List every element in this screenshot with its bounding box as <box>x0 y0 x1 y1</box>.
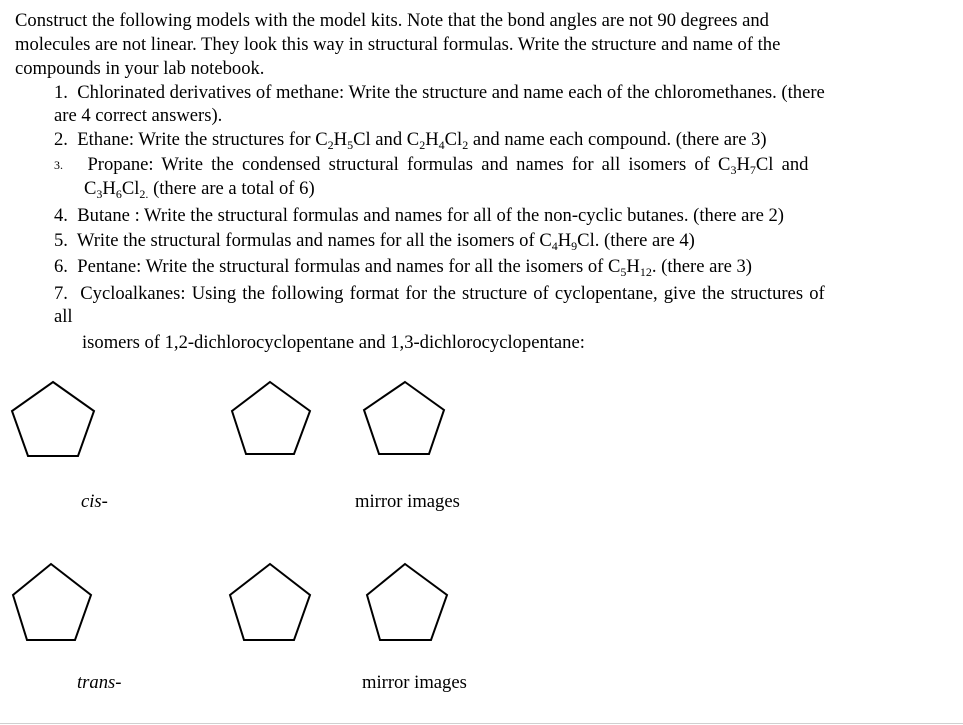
list-item-3 <box>54 154 808 176</box>
page-divider <box>0 723 963 724</box>
subscript: 2 <box>327 138 334 152</box>
list-item-7-isomers-line: isomers of 1,2-dichlorocyclopentane and 1,3-dichlorocyclopentane: <box>82 332 585 353</box>
item-number: 5. <box>54 230 68 251</box>
subscript: 9 <box>571 239 578 253</box>
cyclopentane-pentagon-mirror-bottom-right <box>365 562 449 642</box>
intro-line-2: molecules are not linear. They look this way in structural formulas. Write the structure and name of the <box>15 34 781 55</box>
item-number: 3. <box>54 158 63 172</box>
subscript: 5 <box>347 138 354 152</box>
cyclopentane-pentagon-mirror-top-right <box>362 380 446 456</box>
cis-label: cis- <box>81 491 108 512</box>
subscript: 2. <box>139 187 149 201</box>
cyclopentane-pentagon-trans <box>11 562 93 642</box>
item-text: Cl <box>444 129 463 150</box>
item-text: H <box>626 256 640 277</box>
list-item-1 <box>54 82 825 104</box>
list-item-5 <box>54 230 695 252</box>
item-text: H <box>333 129 348 150</box>
subscript: 4 <box>438 138 445 152</box>
intro-line-3: compounds in your lab notebook. <box>15 58 265 79</box>
item-text: Cl. (there are 4) <box>577 230 695 251</box>
item-text: H <box>102 178 116 199</box>
subscript: 6 <box>115 187 122 201</box>
cyclopentane-pentagon-cis <box>10 380 96 458</box>
item-text: Chlorinated derivatives of methane: Write the structure and name each of the chloromethanes. (there <box>77 82 825 103</box>
subscript: 12 <box>639 265 652 279</box>
subscript: 4 <box>551 239 558 253</box>
trans-label: trans- <box>77 672 122 693</box>
item-number: 1. <box>54 82 68 103</box>
list-item-7 <box>54 283 825 305</box>
list-item-7-continuation: all <box>54 306 73 327</box>
item-text: Write the structural formulas and names for all the isomers of C <box>76 230 552 251</box>
mirror-images-label-bottom: mirror images <box>362 672 467 693</box>
item-text: Cycloalkanes: Using the following format for the structure of cyclopentane, give the structures of <box>80 283 825 304</box>
list-item-2 <box>54 129 767 151</box>
subscript: 7 <box>749 163 756 177</box>
intro-line-1: Construct the following models with the model kits. Note that the bond angles are not 90 degrees and <box>15 10 769 31</box>
item-text: Butane : Write the structural formulas and names for all of the non-cyclic butanes. (there are 2) <box>77 205 785 226</box>
subscript: 3 <box>730 163 737 177</box>
subscript: 5 <box>620 265 627 279</box>
item-text: Propane: Write the condensed structural formulas and names for all isomers of C <box>87 154 731 175</box>
item-number: 6. <box>54 256 68 277</box>
subscript: 2 <box>462 138 469 152</box>
item-text: Cl and C <box>353 129 420 150</box>
mirror-images-label-top: mirror images <box>355 491 460 512</box>
item-text: Pentane: Write the structural formulas and names for all the isomers of C <box>77 256 621 277</box>
item-text: and name each compound. (there are 3) <box>468 129 767 150</box>
item-text: H <box>425 129 439 150</box>
subscript: 3 <box>96 187 103 201</box>
subscript: 2 <box>419 138 426 152</box>
item-number: 2. <box>54 129 68 150</box>
item-text: (there are a total of 6) <box>148 178 315 199</box>
item-text: Ethane: Write the structures for C <box>77 129 328 150</box>
list-item-6 <box>54 256 752 278</box>
list-item-4 <box>54 205 784 227</box>
item-number: 4. <box>54 205 68 226</box>
item-text: . (there are 3) <box>651 256 752 277</box>
item-text: Cl and <box>755 154 809 175</box>
item-text: H <box>736 154 750 175</box>
list-item-1-continuation: are 4 correct answers). <box>54 105 223 126</box>
cyclopentane-pentagon-mirror-top-left <box>230 380 312 456</box>
list-item-3-continuation <box>84 178 315 200</box>
item-text: C <box>84 178 97 199</box>
item-number: 7. <box>54 283 68 304</box>
cyclopentane-pentagon-mirror-bottom-left <box>228 562 312 642</box>
item-text: Cl <box>121 178 140 199</box>
item-text: H <box>557 230 572 251</box>
